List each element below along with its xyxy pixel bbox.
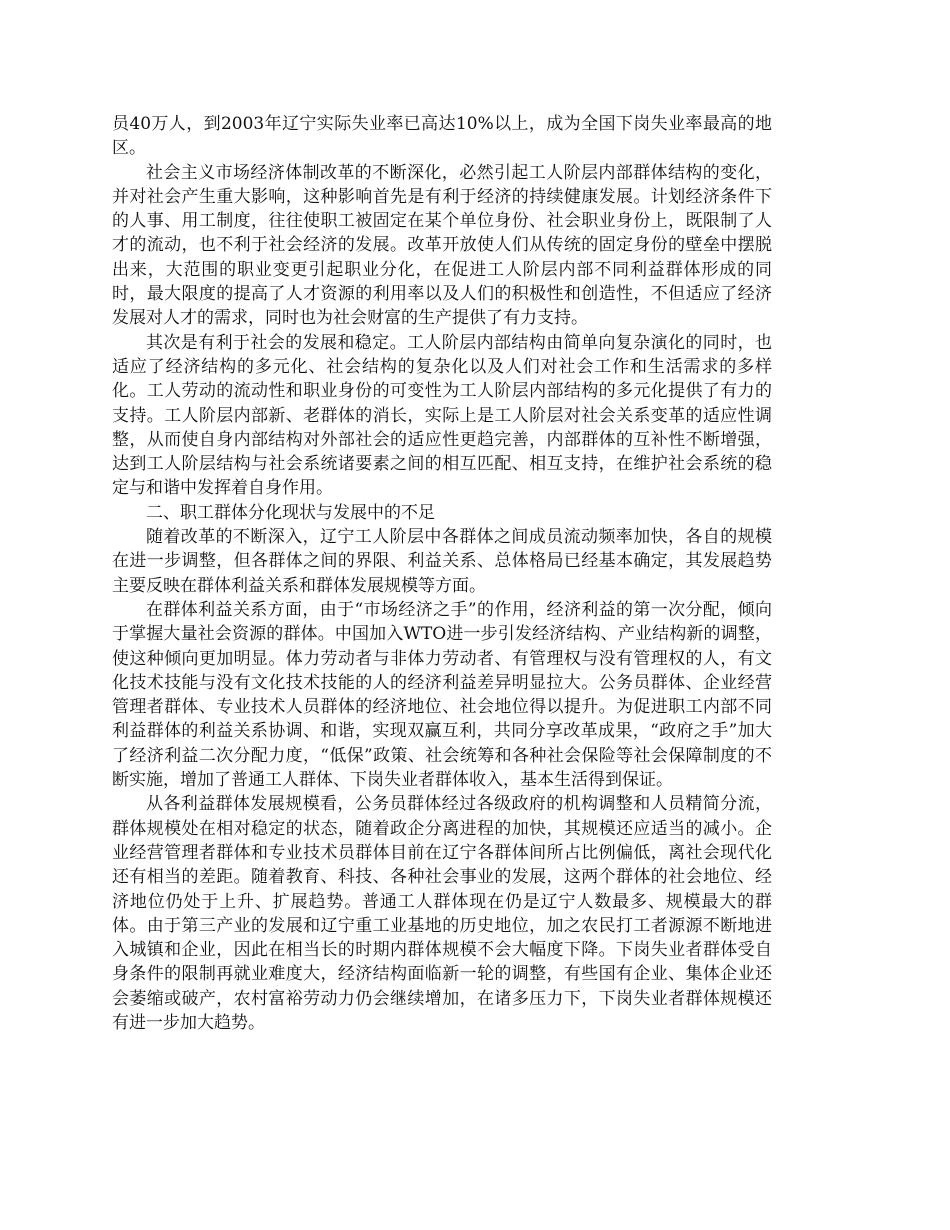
paragraph-stability: 其次是有利于社会的发展和稳定。工人阶层内部结构由简单向复杂演化的同时，也适应了经济结构的多元化、社会结构的复杂化以及人们对社会工作和生活需求的多样化。工人劳动的流动性和职业身份的可变性为工人阶层内部结构的多元化提供了有力的支持。工人阶层内部新、老群体的消长，实际上是工人阶层对社会关系变革的适应性调整，从而使自身内部结构对外部社会的适应性更趋完善，内部群体的互补性不断增强，达到工人阶层结构与社会系统诸要素之间的相互匹配、相互支持，在维护社会系统的稳定与和谐中发挥着自身作用。 (112, 332, 772, 499)
paragraph-interest-relations: 在群体利益关系方面，由于“市场经济之手”的作用，经济利益的第一次分配，倾向于掌握大量社会资源的群体。中国加入WTO进一步引发经济结构、产业结构新的调整，使这种倾向更加明显。体力劳动者与非体力劳动者、有管理权与没有管理权的人，有文化技术技能与没有文化技术技能的人的经济利益差异明显拉大。公务员群体、企业经营管理者群体、专业技术人员群体的经济地位、社会地位得以提升。为促进职工内部不同利益群体的利益关系协调、和谐，实现双赢互利，共同分享改革成果，“政府之手”加大了经济利益二次分配力度，“低保”政策、社会统筹和各种社会保险等社会保障制度的不断实施，增加了普通工人群体、下岗失业者群体收入，基本生活得到保证。 (112, 599, 772, 791)
paragraph-group-scale: 从各利益群体发展规模看，公务员群体经过各级政府的机构调整和人员精简分流，群体规模处在相对稳定的状态，随着政企分离进程的加快，其规模还应适当的减小。企业经营管理者群体和专业技术员群体目前在辽宁各群体间所占比例偏低，离社会现代化还有相当的差距。随着教育、科技、各种社会事业的发展，这两个群体的社会地位、经济地位仍处于上升、扩展趋势。普通工人群体现在仍是辽宁人数最多、规模最大的群体。由于第三产业的发展和辽宁重工业基地的历史地位，加之农民打工者源源不断地进入城镇和企业，因此在相当长的时期内群体规模不会大幅度下降。下岗失业者群体受自身条件的限制再就业难度大，经济结构面临新一轮的调整，有些国有企业、集体企业还会萎缩或破产，农村富裕劳动力仍会继续增加，在诸多压力下，下岗失业者群体规模还有进一步加大趋势。 (112, 794, 772, 1033)
section-heading: 二、职工群体分化现状与发展中的不足 (146, 502, 435, 523)
body-text (112, 112, 772, 1035)
paragraph-restructuring: 社会主义市场经济体制改革的不断深化，必然引起工人阶层内部群体结构的变化，并对社会产生重大影响，这种影响首先是有利于经济的持续健康发展。计划经济条件下的人事、用工制度，往往使职工被固定在某个单位身份、社会职业身份上，既限制了人才的流动，也不利于社会经济的发展。改革开放使人们从传统的固定身份的壁垒中摆脱出来，大范围的职业变更引起职业分化，在促进工人阶层内部不同利益群体形成的同时，最大限度的提高了人才资源的利用率以及人们的积极性和创造性，不但适应了经济发展对人才的需求，同时也为社会财富的生产提供了有力支持。 (112, 162, 772, 329)
paragraph-reform-deepening: 随着改革的不断深入，辽宁工人阶层中各群体之间成员流动频率加快，各自的规模在进一步调整，但各群体之间的界限、利益关系、总体格局已经基本确定，其发展趋势主要反映在群体利益关系和群体发展规模等方面。 (112, 527, 772, 596)
paragraph-continuation: 员40万人，到2003年辽宁实际失业率已高达10%以上，成为全国下岗失业率最高的地区。 (112, 114, 772, 159)
